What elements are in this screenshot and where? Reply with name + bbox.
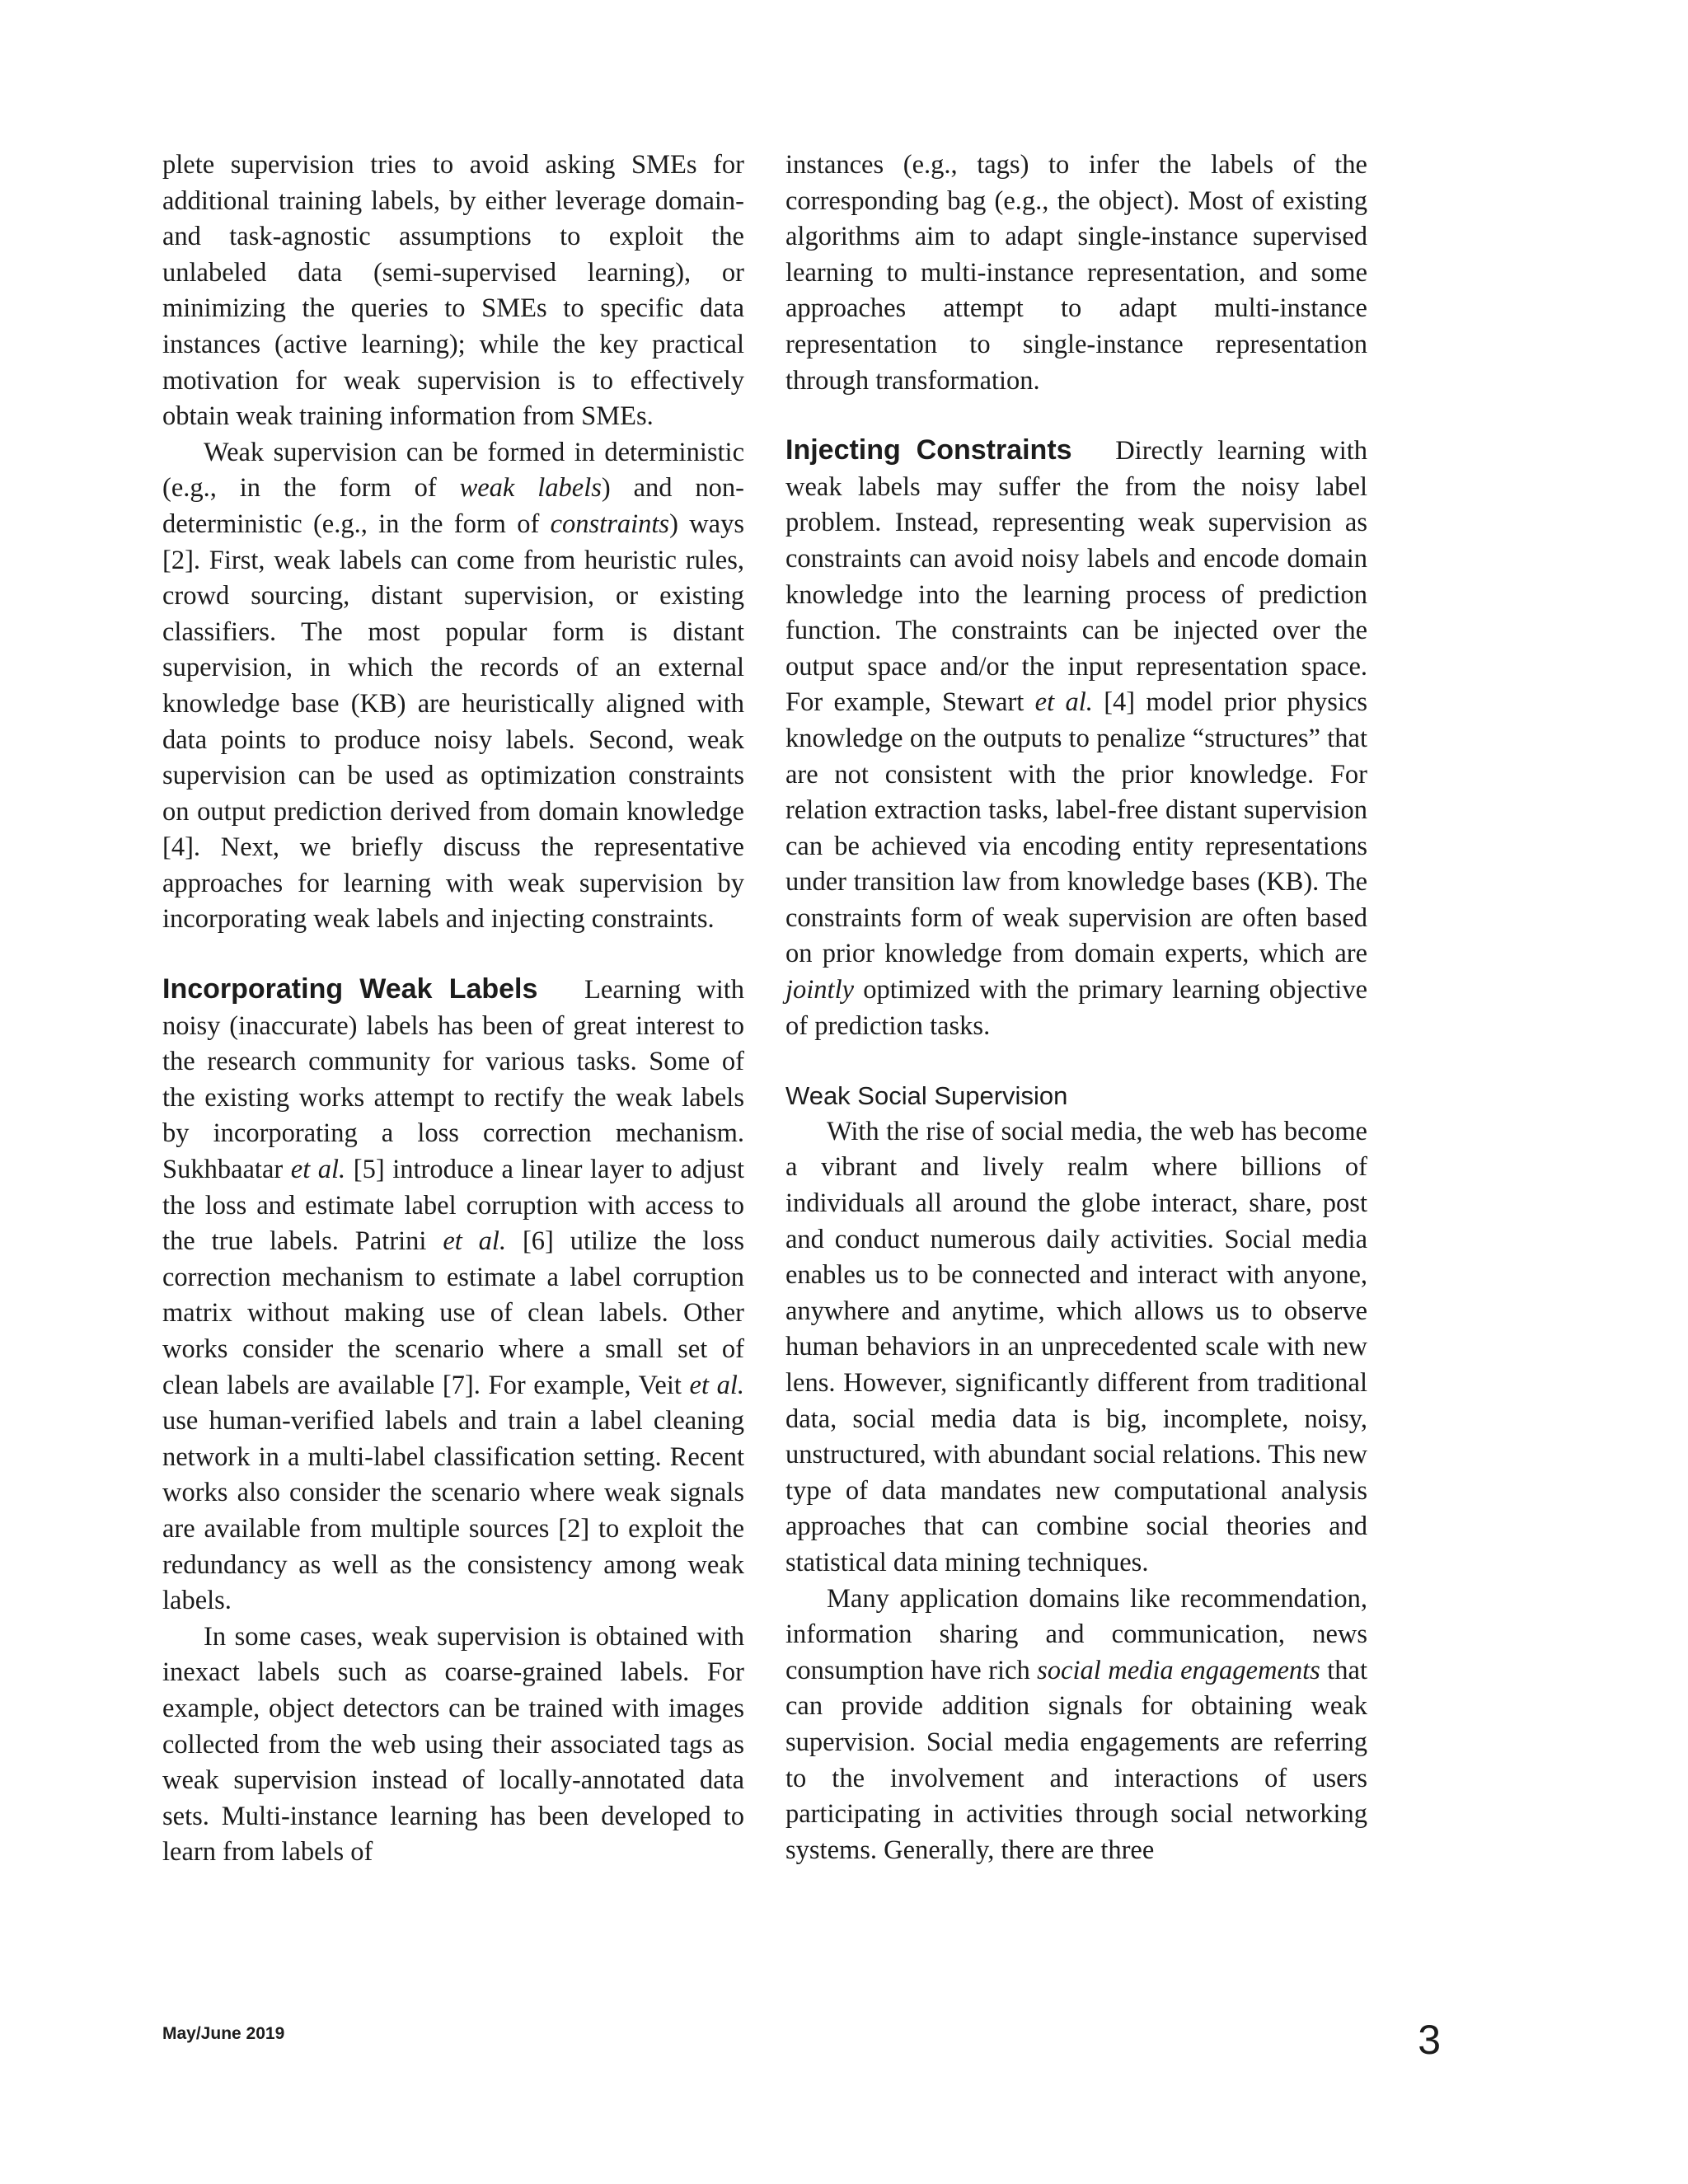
text-run: [5] introduce a linear layer to adjust the loss and estimate label corruption with access to the true labels. Patrini (162, 1155, 744, 1257)
text-run: ) and non-deterministic (e.g., in the form of (162, 473, 744, 539)
text-run: Many application domains like recommendation, information sharing and communication, news consumption have rich (785, 1583, 1367, 1685)
text-run: [4] model prior physics knowledge on the outputs to penalize “structures” that are not consistent with the prior knowledge. For relation extraction tasks, label-free distant supervision can be achieved via encoding entity representations under transition law from knowledge bases (KB). The constraints form of weak supervision are often based on prior knowledge from domain experts, which are (785, 687, 1368, 969)
emphasis: et al. (1034, 687, 1093, 718)
paragraph: With the rise of social media, the web has become a vibrant and lively realm where billions of individuals all around the globe interact, share, post and conduct numerous daily activities. Social media enables us to be connected and interact with anyone, anywhere and anytime, which allows us to observe human behaviors in an unprecedented scale with new lens. However, significantly different from traditional data, social media data is big, incomplete, noisy, unstructured, with abundant social relations. This new type of data mandates new computational analysis approaches that can combine social theories and statistical data mining techniques. (785, 1116, 1367, 1577)
paragraph: instances (e.g., tags) to infer the labels of the corresponding bag (e.g., the object). Most of existing algorithms aim to adapt single-instance supervised learning to multi-instance representation, and some approaches attempt to adapt multi-instance representation to single-instance representation through transformation. (785, 150, 1367, 396)
paragraph (785, 1582, 1367, 1869)
emphasis: et al. (443, 1226, 507, 1257)
emphasis: constraints (550, 509, 670, 539)
text-run: optimized with the primary learning objective of prediction tasks. (785, 975, 1367, 1041)
page-number: 3 (1418, 2017, 1441, 2063)
subsection-heading-weak-social-supervision: Weak Social Supervision (785, 1081, 1068, 1111)
paragraph (785, 433, 1367, 1044)
text-run: ) ways [2]. First, weak labels can come from heuristic rules, crowd sourcing, distant supervision, or existing classifiers. The most popular form is distant supervision, in which the records of an external knowledge base (KB) are heuristically aligned with data points to produce noisy labels. Second, weak supervision can be used as optimization constraints on output prediction derived from domain knowledge [4]. Next, we briefly discuss the representative approaches for learning with weak supervision by incorporating weak labels and injecting constraints. (162, 509, 744, 935)
paragraph (162, 972, 744, 1619)
text-run: [6] utilize the loss correction mechanism to estimate a label corruption matrix without making use of clean labels. Other works consider the scenario where a small set of clean labels are available [7]. For example, Veit (162, 1226, 745, 1400)
left-column (162, 148, 744, 1871)
paragraph: plete supervision tries to avoid asking SMEs for additional training labels, by either leverage domain- and task-agnostic assumptions to exploit the unlabeled data (semi-supervised learning), or minimizing the queries to SMEs to specific data instances (active learning); while the key practical motivation for weak supervision is to effectively obtain weak training information from SMEs. (162, 150, 744, 432)
emphasis: et al. (290, 1155, 346, 1185)
emphasis: et al. (689, 1370, 745, 1400)
section-heading-incorporating-weak-labels: Incorporating Weak Labels (162, 973, 538, 1005)
text-run: Learning with noisy (inaccurate) labels has been of great interest to the research community for various tasks. Some of the existing works attempt to rectify the weak labels by incorporating a loss correction mechanism. Sukhbaatar (162, 975, 745, 1185)
paragraph: In some cases, weak supervision is obtained with inexact labels such as coarse-grained labels. For example, object detectors can be trained with images collected from the web using their associated tags as weak supervision instead of locally-annotated data sets. Multi-instance learning has been developed to learn from labels of (162, 1621, 744, 1868)
text-run: Weak supervision can be formed in deterministic (e.g., in the form of (162, 437, 744, 504)
paragraph (162, 435, 744, 938)
text-run: Directly learning with weak labels may suffer the from the noisy label problem. Instead, representing weak supervision as constraints can avoid noisy labels and encode domain knowledge into the learning process of prediction function. The constraints can be injected over the output space and/or the input representation space. For example, Stewart (785, 436, 1368, 718)
emphasis: weak labels (459, 473, 602, 504)
right-column (785, 148, 1367, 1868)
section-heading-injecting-constraints: Injecting Constraints (785, 434, 1072, 466)
emphasis: jointly (785, 975, 855, 1005)
text-run: use human-verified labels and train a label cleaning network in a multi-label classification setting. Recent works also consider the scenario where weak signals are available from multiple sources [2] to exploit the redundancy as well as the consistency among weak labels. (162, 1406, 744, 1616)
text-run: that can provide addition signals for obtaining weak supervision. Social media engagements are referring to the involvement and interactions of users participating in activities through social networking systems. Generally, there are three (785, 1655, 1368, 1865)
footer-date: May/June 2019 (162, 2024, 285, 2043)
emphasis: social media engagements (1037, 1655, 1320, 1685)
